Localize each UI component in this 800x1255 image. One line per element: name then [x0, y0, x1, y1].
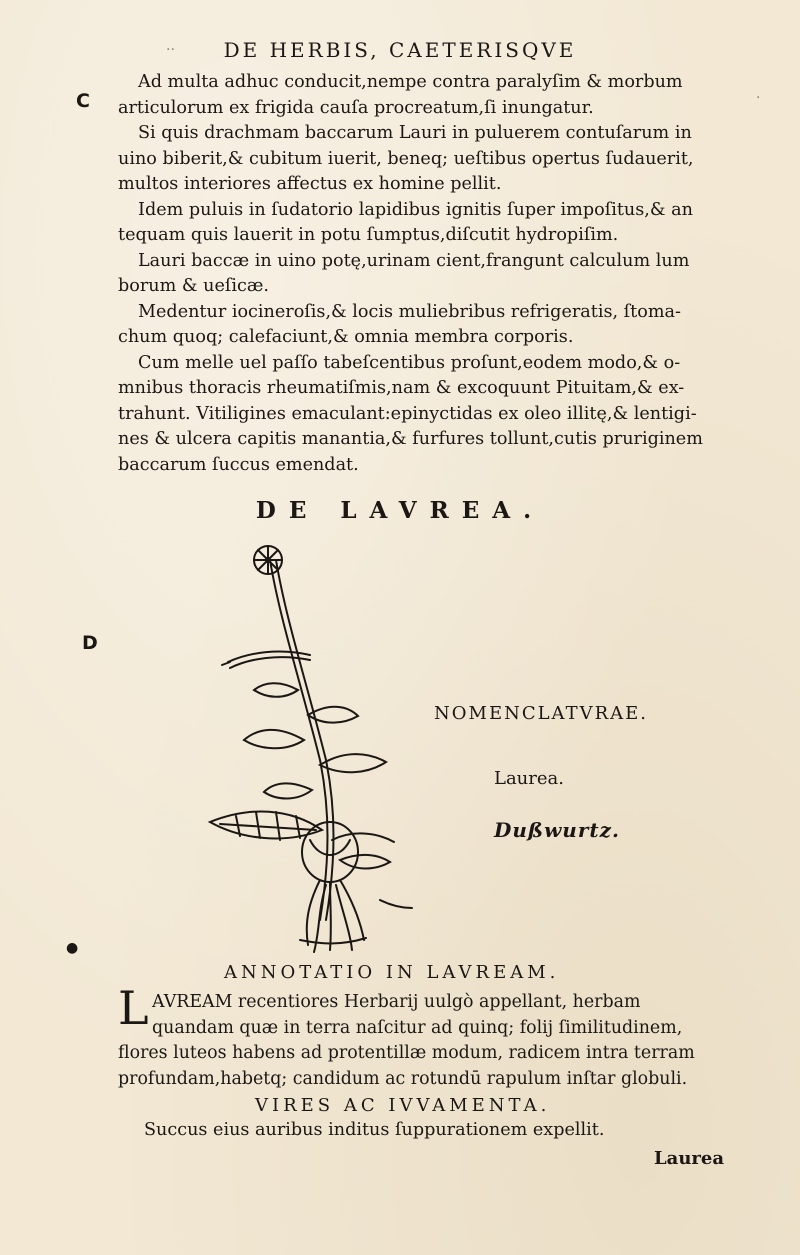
text-line: Ad multa adhuc conducit,nempe contra paralyſim & morbum	[138, 72, 683, 92]
margin-marker-d: D	[82, 632, 98, 654]
text-line: baccarum ſuccus emendat.	[118, 454, 359, 475]
running-head: DE HERBIS, CAETERISQVE	[223, 38, 577, 62]
text-line: Lauri baccæ in uino potę,urinam cient,frangunt calculum lum	[138, 250, 690, 271]
text-line: tequam quis lauerit in potu ſumptus,diſcutit hydropiſim.	[118, 225, 619, 245]
laurea-plant-illustration	[180, 540, 430, 960]
text-line: nes & ulcera capitis manantia,& furfures tollunt,cutis pruriginem	[118, 429, 703, 449]
text-line: flores luteos habens ad protentillæ modum, radicem intra terram	[118, 1043, 695, 1063]
nomenclature-latin: Laurea.	[494, 768, 564, 789]
text-line: profundam,habetq; candidum ac rotundū rapulum inſtar globuli.	[118, 1068, 688, 1089]
text-line: Idem puluis in ſudatorio lapidibus ignitis ſuper impoſitus,& an	[138, 199, 693, 220]
text-line: trahunt. Vitiligines emaculant:epinyctidas ex oleo illitę,& lentigi-	[118, 403, 697, 424]
nomenclature-heading: NOMENCLATVRAE.	[434, 703, 648, 724]
nomenclature-german: Dußwurtz.	[494, 818, 620, 842]
text-line: borum & ueſicæ.	[118, 276, 269, 296]
annotation-text	[118, 990, 718, 1092]
margin-marker-c: C	[76, 90, 90, 112]
text-line: articulorum ex frigida cauſa procreatum,ſi inungatur.	[118, 97, 594, 118]
text-line: AVREAM recentiores Herbarij uulgò appellant, herbam	[152, 992, 641, 1012]
text-line: uino biberit,& cubitum iuerit, beneq; ueſtibus opertus ſudauerit,	[118, 148, 694, 169]
text-line: multos interiores affectus ex homine pellit.	[118, 174, 502, 194]
text-line: chum quoq; calefaciunt,& omnia membra corporis.	[118, 327, 574, 347]
page-speck: ··	[166, 42, 175, 58]
catchword: Laurea	[654, 1148, 725, 1169]
text-line: Cum melle uel paſſo tabeſcentibus proſunt,eodem modo,& o-	[138, 352, 681, 373]
text-line: Medentur iocineroſis,& locis muliebribus refrigeratis, ſtoma-	[138, 301, 681, 322]
body-text-top	[118, 70, 718, 478]
annotation-heading: ANNOTATIO IN LAVREAM.	[224, 962, 560, 983]
text-line: mnibus thoracis rheumatiſmis,nam & excoquunt Pituitam,& ex-	[118, 378, 685, 398]
drop-cap: L	[118, 981, 149, 1035]
text-line: Si quis drachmam baccarum Lauri in puluerem contuſarum in	[138, 123, 692, 143]
vires-text: Succus eius auribus inditus ſuppurationem expellit.	[144, 1120, 605, 1140]
page-speck: ·	[756, 90, 761, 106]
page-speck: ●	[66, 940, 79, 956]
text-line: quandam quæ in terra naſcitur ad quinq; folij ſimilitudinem,	[152, 1017, 683, 1038]
section-heading: DE LAVREA.	[255, 497, 545, 524]
vires-heading: VIRES AC IVVAMENTA.	[255, 1095, 551, 1116]
